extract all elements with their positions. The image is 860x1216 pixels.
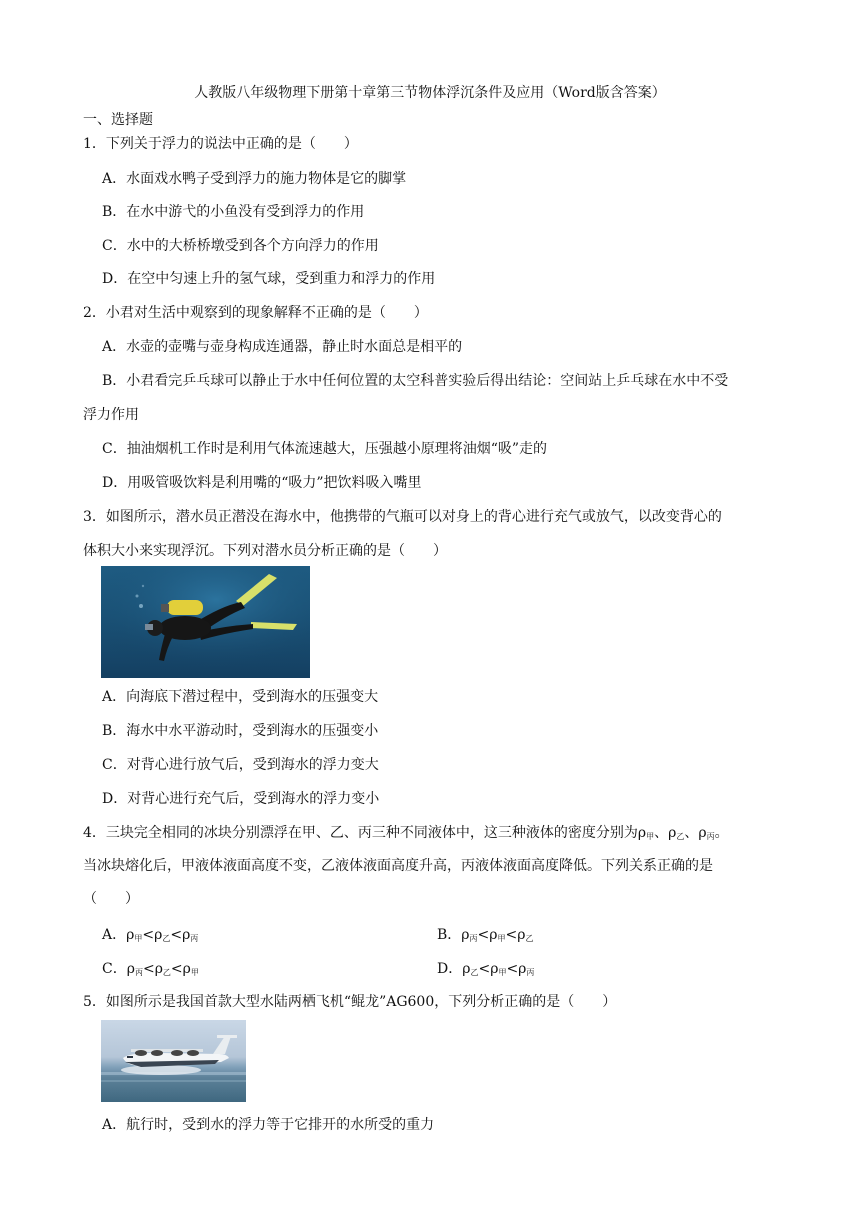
question-2-option-c: C．抽油烟机工作时是利用气体流速越大，压强越小原理将油烟“吸”走的	[102, 441, 548, 457]
question-4-stem-paren: （ ）	[83, 891, 139, 907]
question-1-option-b: B．在水中游弋的小鱼没有受到浮力的作用	[102, 204, 365, 220]
question-2-option-d: D．用吸管吸饮料是利用嘴的“吸力”把饮料吸入嘴里	[102, 475, 422, 491]
question-5-option-a: A．航行时，受到水的浮力等于它排开的水所受的重力	[102, 1117, 435, 1133]
question-3-stem-cont: 体积大小来实现浮沉。下列对潜水员分析正确的是（ ）	[83, 543, 447, 559]
question-4-stem-cont: 当冰块熔化后，甲液体液面高度不变，乙液体液面高度升高，丙液体液面高度降低。下列关系正确的是	[83, 858, 713, 874]
document-title: 人教版八年级物理下册第十章第三节物体浮沉条件及应用（Word版含答案）	[194, 85, 666, 101]
question-3-option-d: D．对背心进行充气后，受到海水的浮力变小	[102, 791, 380, 807]
question-1-stem: 1．下列关于浮力的说法中正确的是（ ）	[83, 136, 358, 152]
question-4-option-b: B．$\rho_丙<\rho_甲<\rho_乙$	[437, 927, 534, 943]
question-3-stem: 3．如图所示，潜水员正潜没在海水中，他携带的气瓶可以对身上的背心进行充气或放气，以改变背心的	[83, 509, 722, 525]
question-2-stem: 2．小君对生活中观察到的现象解释不正确的是（ ）	[83, 305, 428, 321]
question-4-stem: 4．三块完全相同的冰块分别漂浮在甲、乙、丙三种不同液体中，这三种液体的密度分别为$\rho_甲$、$\rho_乙$、$\rho_丙$。	[83, 825, 729, 841]
section-heading: 一、选择题	[83, 112, 153, 128]
question-2-option-a: A．水壶的壶嘴与壶身构成连通器，静止时水面总是相平的	[102, 339, 463, 355]
question-1-option-d: D．在空中匀速上升的氢气球，受到重力和浮力的作用	[102, 271, 436, 287]
question-1-option-a: A．水面戏水鸭子受到浮力的施力物体是它的脚掌	[102, 171, 407, 187]
diver-image	[101, 566, 310, 678]
question-2-option-b: B．小君看完乒乓球可以静止于水中任何位置的太空科普实验后得出结论：空间站上乒乓球在水中不受	[102, 373, 729, 389]
question-1-option-c: C．水中的大桥桥墩受到各个方向浮力的作用	[102, 238, 379, 254]
seaplane-image	[101, 1020, 246, 1102]
question-5-stem: 5．如图所示是我国首款大型水陆两栖飞机“鲲龙”AG600，下列分析正确的是（ ）	[83, 994, 617, 1010]
question-3-option-a: A．向海底下潜过程中，受到海水的压强变大	[102, 689, 379, 705]
question-4-option-d: D．$\rho_乙<\rho_甲<\rho_丙$	[437, 961, 535, 977]
question-3-option-c: C．对背心进行放气后，受到海水的浮力变大	[102, 757, 379, 773]
question-3-option-b: B．海水中水平游动时，受到海水的压强变小	[102, 723, 379, 739]
question-2-option-b-cont: 浮力作用	[83, 407, 139, 423]
question-4-option-a: A．$\rho_甲<\rho_乙<\rho_丙$	[102, 927, 199, 943]
rho-symbol: ρ	[637, 825, 647, 841]
question-4-option-c: C．$\rho_丙<\rho_乙<\rho_甲$	[102, 961, 199, 977]
